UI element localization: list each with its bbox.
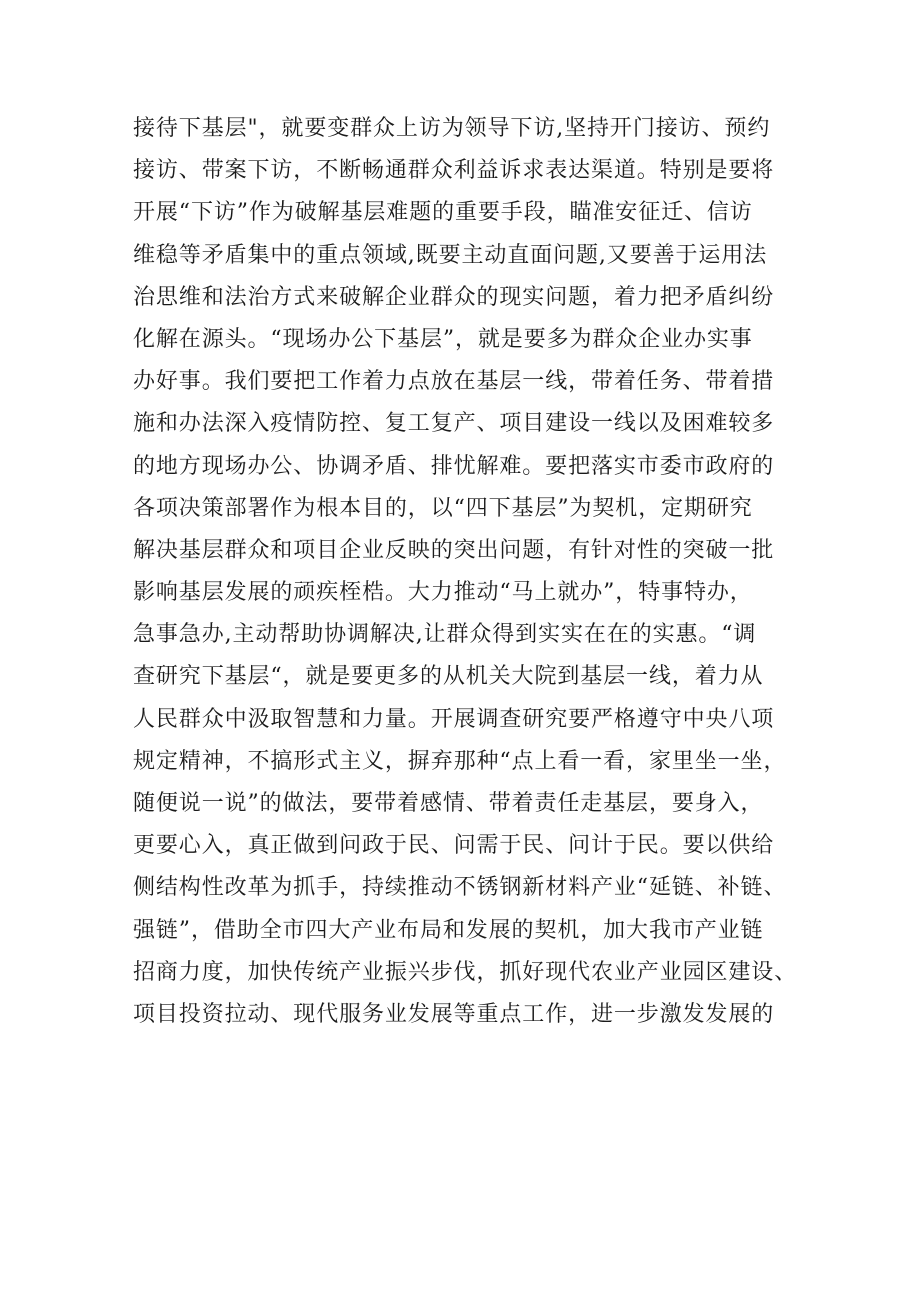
- text-line: 规定精神，不搞形式主义，摒弃那种“点上看一看，家里坐一坐，: [133, 748, 787, 774]
- text-line: 开展“下访”作为破解基层难题的重要手段，瞄准安征迁、信访: [133, 200, 753, 226]
- text-line: 影响基层发展的顽疾桎梏。大力推动“马上就办”，特事特办，: [133, 580, 753, 606]
- text-line: 随便说一说”的做法，要带着感情、带着责任走基层，要身入，: [133, 791, 764, 816]
- text-line: 接待下基层"，就要变群众上访为领导下访,坚持开门接访、预约: [133, 116, 771, 141]
- text-line: 的地方现场办公、协调矛盾、排忧解难。要把落实市委市政府的: [133, 453, 775, 479]
- text-line: 维稳等矛盾集中的重点领域,既要主动直面问题,又要善于运用法: [133, 242, 768, 268]
- text-line: 治思维和法治方式来破解企业群众的现实问题，着力把矛盾纠纷: [133, 284, 775, 310]
- text-line: 施和办法深入疫情防控、复工复产、项目建设一线以及困难较多: [133, 411, 775, 437]
- text-line: 化解在源头。“现场办公下基层”，就是要多为群众企业办实事: [133, 326, 753, 352]
- text-line: 查研究下基层“，就是要更多的从机关大院到基层一线，着力从: [133, 664, 764, 690]
- text-line: 侧结构性改革为抓手，持续推动不锈钢新材料产业“延链、补链、: [133, 875, 787, 901]
- text-line: 解决基层群众和项目企业反映的突出问题，有针对性的突破一批: [133, 537, 775, 563]
- text-line: 强链”，借助全市四大产业布局和发展的契机，加大我市产业链: [133, 917, 764, 943]
- text-line: 人民群众中汲取智慧和力量。开展调查研究要严格遵守中央八项: [133, 706, 775, 732]
- text-line: 办好事。我们要把工作着力点放在基层一线，带着任务、带着措: [133, 369, 775, 395]
- text-line: 项目投资拉动、现代服务业发展等重点工作，进一步激发发展的: [133, 1001, 775, 1027]
- text-line: 各项决策部署作为根本目的，以“四下基层”为契机，定期研究: [133, 495, 753, 521]
- text-line: 接访、带案下访，不断畅通群众利益诉求表达渠道。特别是要将: [133, 158, 775, 184]
- body-paragraph: [133, 108, 803, 1036]
- text-line: 更要心入，真正做到问政于民、问需于民、问计于民。要以供给: [133, 833, 775, 859]
- text-line: 急事急办,主动帮助协调解决,让群众得到实实在在的实惠。“调: [133, 622, 757, 648]
- text-line: 招商力度，加快传统产业振兴步伐，抓好现代农业产业园区建设、: [133, 959, 798, 985]
